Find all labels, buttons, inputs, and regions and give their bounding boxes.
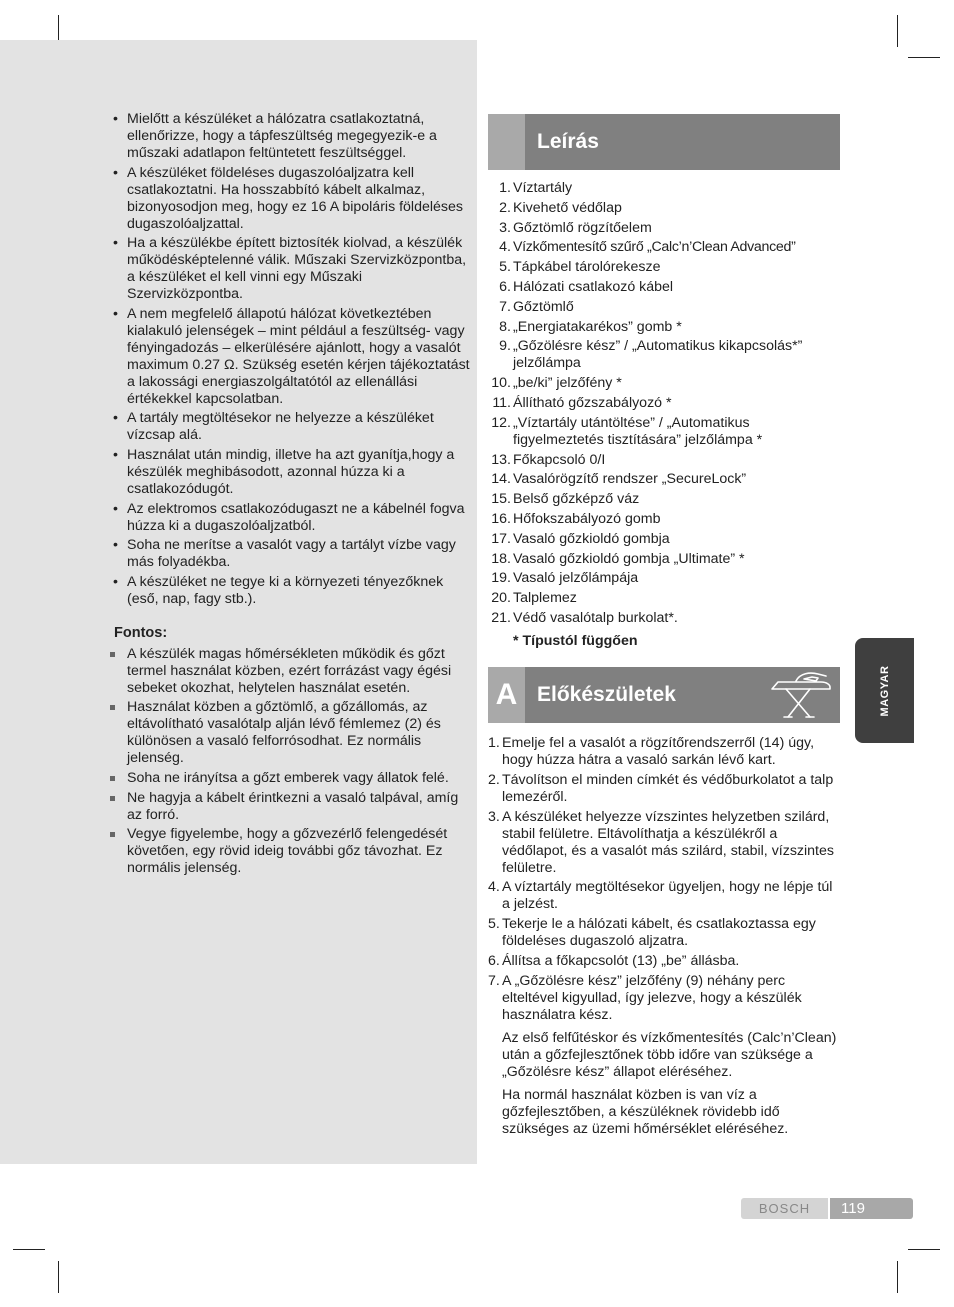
list-item: • A készüléket ne tegye ki a környezeti tényezőknek (eső, nap, fagy stb.). [110, 574, 470, 608]
list-item: A készülék magas hőmérsékleten működik és gőzt termel használat közben, ezért forrázást vagy égési sebeket okozhat, helytelen használat esetén. [110, 646, 470, 697]
crop-mark [897, 15, 898, 47]
type-footnote: * Típustól függően [513, 633, 638, 649]
list-item: 2. Távolítson el minden címkét és védőburkolatot a talp lemezéről. [488, 771, 834, 805]
list-item: 16. Hőfokszabályozó gomb [491, 510, 661, 527]
list-item: Soha ne irányítsa a gőzt emberek vagy állatok felé. [110, 770, 470, 787]
list-item: 10. „be/ki” jelzőfény * [491, 375, 622, 392]
important-heading: Fontos: [114, 624, 168, 641]
list-item: 1. Emelje fel a vasalót a rögzítőrendszerről (14) úgy, hogy húzza hátra a vasaló sarkán lévő kart. [488, 735, 815, 768]
list-item: • A nem megfelelő állapotú hálózat következtében kialakuló jelenségek – mint például a feszültség- vagy fényingadozás – elkerülésére ajánlott, hogy a vasalót maximum 0.27 Ω. Szükség esetén kérjen tájékoztatást a lakossági energiaszolgáltatótól az ellenállási értékekkel kapcsolatban. [110, 306, 470, 408]
list-item: 6. Hálózati csatlakozó kábel [499, 278, 674, 295]
description-header [488, 114, 840, 170]
preparation-steps [488, 735, 840, 1141]
list-item: 12. „Víztartály utántöltése” / „Automatikus figyelmeztetés tisztítására” jelzőlámpa * [491, 414, 763, 448]
list-item: • A tartály megtöltésekor ne helyezze a készüléket vízcsap alá. [110, 410, 470, 444]
list-item: 20. Talplemez [491, 590, 577, 607]
header-tab [488, 114, 525, 170]
parts-list [488, 180, 840, 630]
crop-mark [58, 1261, 59, 1293]
list-item: 3. Gőztömlő rögzítőelem [499, 219, 652, 236]
preparation-title: Előkészületek [537, 683, 676, 706]
list-item: 7. A „Gőzölésre kész” jelzőfény (9) néhány perc elteltével kigyullad, így jelezve, hogy a készülék használatra kész. Az első felfűtéskor és vízkőmentesítés (Calc’n’Clean) után a gőzfejlesztőnek több időre van szüksége a „Gőzölésre kész” állapot eléréséhez. Ha normál használat közben is van víz a gőzfejlesztőben, a készüléknek rövidebb idő szükséges az üzemi hőmérséklet eléréséhez. [488, 972, 837, 1137]
description-title: Leírás [537, 130, 599, 153]
brand-label: BOSCH [741, 1198, 828, 1219]
list-item: 9. „Gőzölésre kész” / „Automatikus kikapcsolás*” jelzőlámpa [499, 338, 803, 372]
list-item: Ne hagyja a kábelt érintkezni a vasaló talpával, amíg az forró. [110, 790, 470, 824]
list-item: 3. A készüléket helyezze vízszintes helyzetben szilárd, stabil felületre. Eltávolíthatja a készülékről a védőlapot, és a vasalót más szilárd, stabil, vízszintes felületre. [488, 808, 834, 876]
page-number: 119 [830, 1198, 913, 1219]
list-item: 11. Állítható gőzszabályozó * [492, 394, 672, 411]
list-item: 1. Víztartály [499, 180, 573, 196]
list-item: 5. Tápkábel tárolórekesze [499, 259, 661, 276]
important-list [110, 646, 470, 877]
language-tab [855, 638, 914, 743]
ironing-board-icon [766, 669, 836, 723]
crop-mark [908, 57, 940, 58]
list-item: 21. Védő vasalótalp burkolat*. [491, 609, 678, 626]
list-item: Vegye figyelembe, hogy a gőzvezérlő felengedését követően, egy rövid ideig további gőz távozhat. Ez normális jelenség. [110, 826, 470, 877]
list-item: 6. Állítsa a főkapcsolót (13) „be” állásba. [488, 952, 740, 969]
list-item: • Használat után mindig, illetve ha azt gyanítja,hogy a készülék meghibásodott, azonnal húzza ki a csatlakozódugót. [110, 447, 470, 498]
list-item: Használat közben a gőztömlő, a gőzállomás, az eltávolítható vasalótalp alján lévő fémlemez (2) és különösen a vasaló felforrósodhat. Ez normális jelenség. [110, 699, 470, 767]
list-item: 7. Gőztömlő [499, 298, 574, 315]
list-item: 13. Főkapcsoló 0/I [491, 451, 606, 468]
list-item: 4. Vízkőmentesítő szűrő „Calc’n’Clean Advanced” [499, 239, 796, 256]
list-item: 14. Vasalórögzítő rendszer „SecureLock” [491, 471, 747, 488]
preparation-header [488, 667, 840, 723]
list-item: 17. Vasaló gőzkioldó gombja [491, 530, 670, 547]
crop-mark [13, 1249, 45, 1250]
list-item: 18. Vasaló gőzkioldó gombja „Ultimate” * [491, 550, 745, 567]
list-item: 8. „Energiatakarékos” gomb * [499, 318, 682, 335]
section-letter: A [488, 667, 525, 723]
list-item: • Mielőtt a készüléket a hálózatra csatlakoztatná, ellenőrizze, hogy a tápfeszültség megegyezik-e a műszaki adatlapon feltüntetett feszültséggel. [110, 111, 470, 162]
list-item: 5. Tekerje le a hálózati kábelt, és csatlakoztassa egy földeléses dugaszoló aljzatra. [488, 916, 816, 950]
list-item: 19. Vasaló jelzőlámpája [491, 570, 639, 587]
safety-column [110, 111, 470, 880]
language-tab-label: MAGYAR [878, 665, 891, 716]
crop-mark [897, 1261, 898, 1293]
crop-mark [908, 1249, 940, 1250]
list-item: • Soha ne merítse a vasalót vagy a tartályt vízbe vagy más folyadékba. [110, 537, 470, 571]
list-item: • A készüléket földeléses dugaszolóaljzatra kell csatlakoztatni. Ha hosszabbító kábelt alkalmaz, bizonyosodjon meg, hogy ez 16 A bipoláris földeléses dugaszolóaljzattal. [110, 165, 470, 233]
list-item: • Ha a készülékbe épített biztosíték kiolvad, a készülék működésképtelenné válik. Műszaki Szervizközpontba, a készüléket el kell vinni egy Műszaki Szervizközpontba. [110, 235, 470, 303]
safety-list [110, 111, 470, 608]
list-item: 15. Belső gőzképző váz [491, 491, 640, 508]
list-item: • Az elektromos csatlakozódugaszt ne a kábelnél fogva húzza ki a dugaszolóaljzatból. [110, 501, 470, 535]
list-item: 2. Kivehető védőlap [499, 199, 622, 216]
list-item: 4. A víztartály megtöltésekor ügyeljen, hogy ne lépje túl a jelzést. [488, 879, 833, 913]
